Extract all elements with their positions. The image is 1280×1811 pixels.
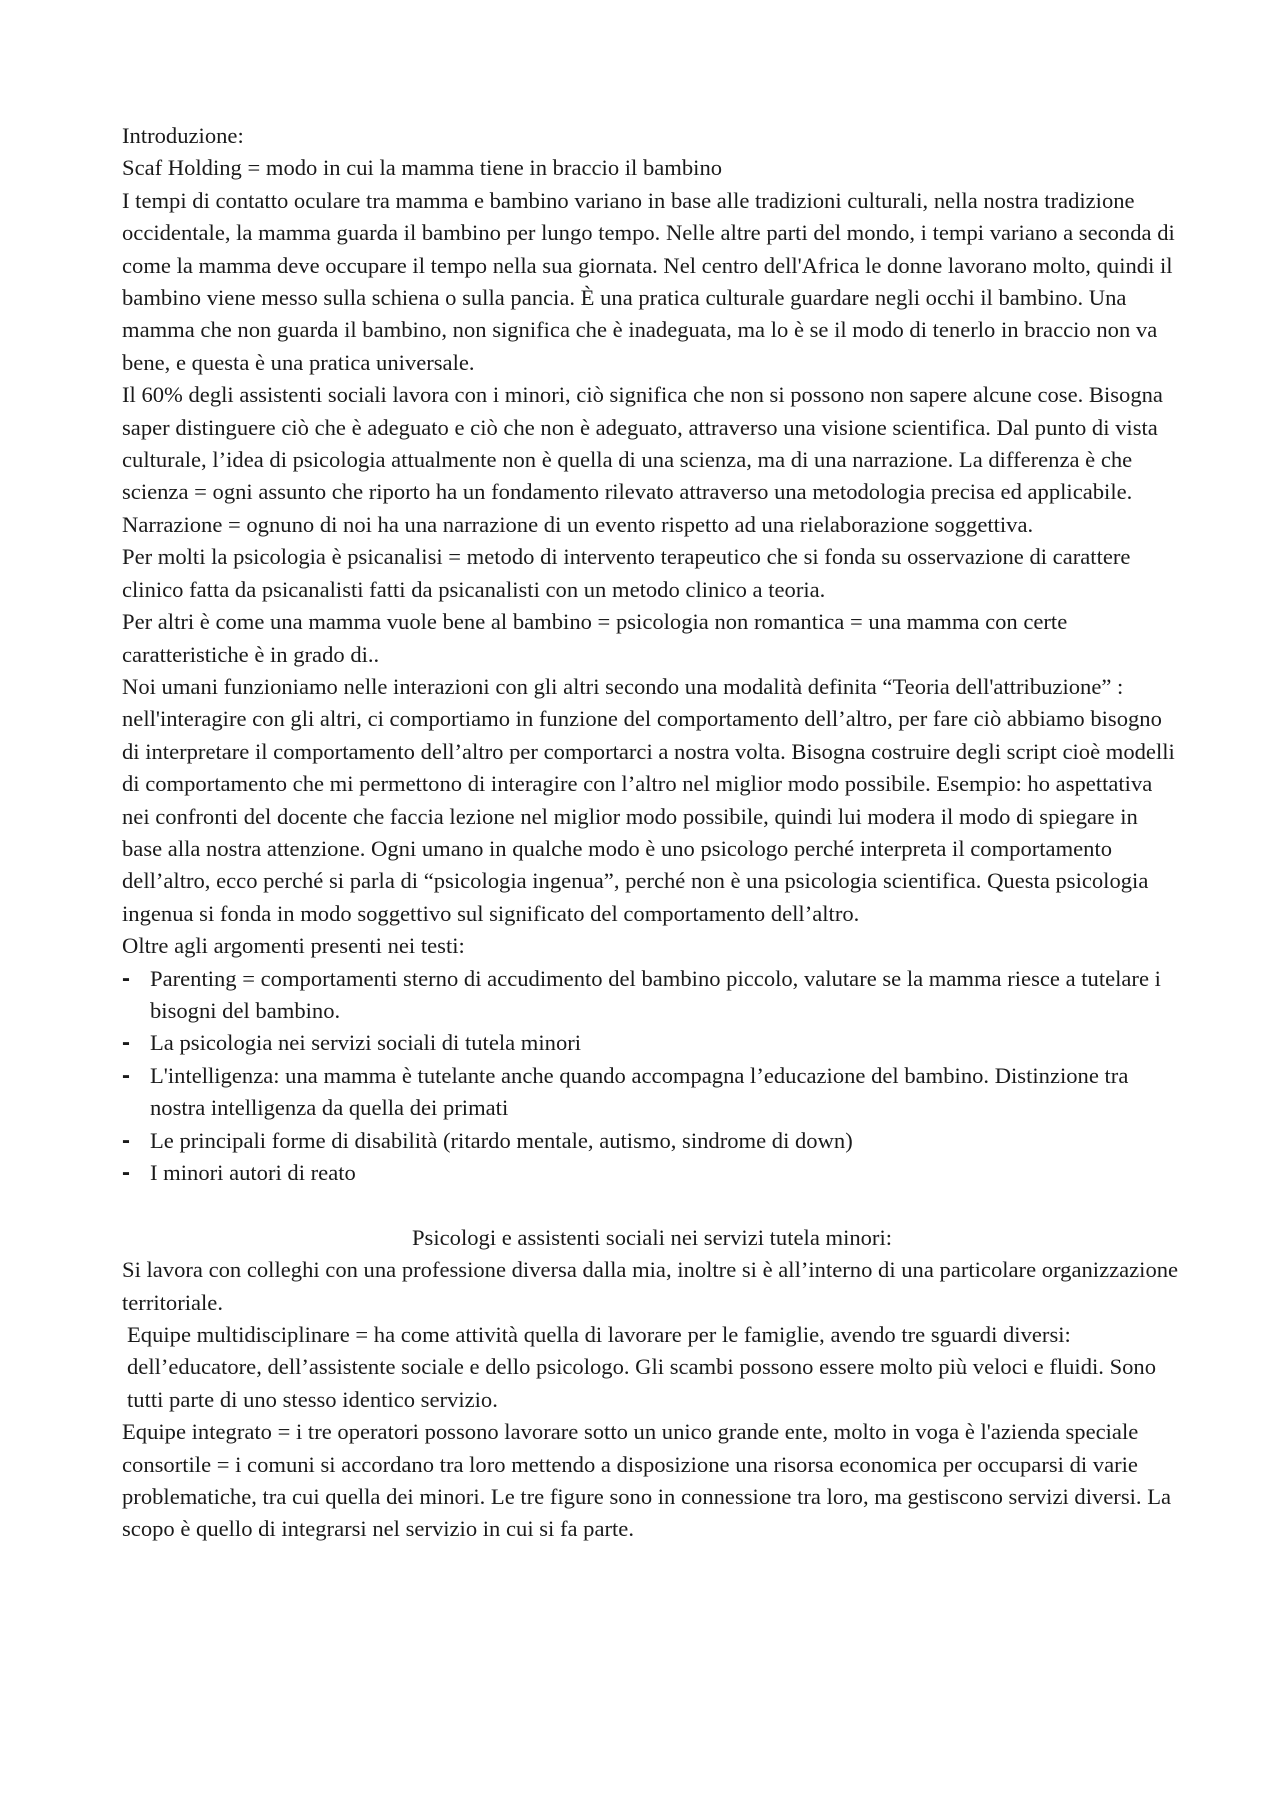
section-paragraph: Equipe integrato = i tre operatori possono lavorare sotto un unico grande ente, molto in voga è l'azienda speciale consortile = i comuni si accordano tra loro mettendo a disposizione una risorsa economica per occuparsi di varie problematiche, tra cui quella dei minori. Le tre figure sono in connessione tra loro, ma gestiscono servizi diversi. La scopo è quello di integrarsi nel servizio in cui si fa parte. [122, 1419, 1172, 1542]
section-paragraph: Si lavora con colleghi con una professione diversa dalla mia, inoltre si è all’interno di una particolare organizzazione territoriale. [122, 1257, 1179, 1315]
blank-line [122, 1189, 1182, 1221]
intro-heading: Introduzione: [122, 123, 244, 148]
list-item: - La psicologia nei servizi sociali di tutela minori [122, 1027, 1182, 1059]
intro-paragraph: Noi umani funzioniamo nelle interazioni con gli altri secondo una modalità definita “Teoria dell'attribuzione” : nell'interagire con gli altri, ci comportiamo in funzione del comportamento dell’altro, per fare ciò abbiamo bisogno di interpretare il comportamento dell’altro per comportarci a nostra volta. Bisogna costruire degli script cioè modelli di comportamento che mi permettono di interagire con l’altro nel miglior modo possibile. Esempio: ho aspettativa nei confronti del docente che faccia lezione nel miglior modo possibile, quindi lui modera il modo di spiegare in base alla nostra attenzione. Ogni umano in qualche modo è uno psicologo perché interpreta il comportamento dell’altro, ecco perché si parla di “psicologia ingenua”, perché non è una psicologia scientifica. Questa psicologia ingenua si fonda in modo soggettivo sul significato del comportamento dell’altro. [122, 673, 1175, 926]
list-item: - I minori autori di reato [122, 1157, 1182, 1189]
list-item: - L'intelligenza: una mamma è tutelante anche quando accompagna l’educazione del bambino. Distinzione tra nostra intelligenza da quella dei primati [122, 1060, 1182, 1125]
intro-paragraph: Scaf Holding = modo in cui la mamma tiene in braccio il bambino [122, 155, 723, 181]
topics-list [122, 963, 1182, 1190]
section-paragraph: Equipe multidisciplinare = ha come attività quella di lavorare per le famiglie, avendo tre sguardi diversi: dell’educatore, dell’assistente sociale e dello psicologo. Gli scambi possono essere molto più veloci e fluidi. Sono tutti parte di uno stesso identico servizio. [127, 1322, 1157, 1412]
list-item: - Le principali forme di disabilità (ritardo mentale, autismo, sindrome di down) [122, 1125, 1182, 1157]
intro-paragraph: I tempi di contatto oculare tra mamma e bambino variano in base alle tradizioni culturali, nella nostra tradizione occidentale, la mamma guarda il bambino per lungo tempo. Nelle altre parti del mondo, i tempi variano a seconda di come la mamma deve occupare il tempo nella sua giornata. Nel centro dell'Africa le donne lavorano molto, quindi il bambino viene messo sulla schiena o sulla pancia. È una pratica culturale guardare negli occhi il bambino. Una mamma che non guarda il bambino, non significa che è inadeguata, ma lo è se il modo di tenerlo in braccio non va bene, e questa è una pratica universale. [122, 187, 1175, 375]
section-title: Psicologi e assistenti sociali nei servizi tutela minori: [411, 1224, 893, 1250]
list-item: - Parenting = comportamenti sterno di accudimento del bambino piccolo, valutare se la mamma riesce a tutelare i bisogni del bambino. [122, 963, 1182, 1028]
intro-paragraph: Per altri è come una mamma vuole bene al bambino = psicologia non romantica = una mamma con certe caratteristiche è in grado di.. [122, 609, 1068, 667]
document-page [122, 120, 1182, 1546]
intro-paragraph: Il 60% degli assistenti sociali lavora con i minori, ciò significa che non si possono non sapere alcune cose. Bisogna saper distinguere ciò che è adeguato e ciò che non è adeguato, attraverso una visione scientifica. Dal punto di vista culturale, l’idea di psicologia attualmente non è quella di una scienza, ma di una narrazione. La differenza è che scienza = ogni assunto che riporto ha un fondamento rilevato attraverso una metodologia precisa ed applicabile. Narrazione = ognuno di noi ha una narrazione di un evento rispetto ad una rielaborazione soggettiva. [122, 382, 1163, 537]
intro-paragraph: Per molti la psicologia è psicanalisi = metodo di intervento terapeutico che si fonda su osservazione di carattere clinico fatta da psicanalisti fatti da psicanalisti con un metodo clinico a teoria. [122, 544, 1131, 602]
topics-lead: Oltre agli argomenti presenti nei testi: [122, 933, 465, 959]
